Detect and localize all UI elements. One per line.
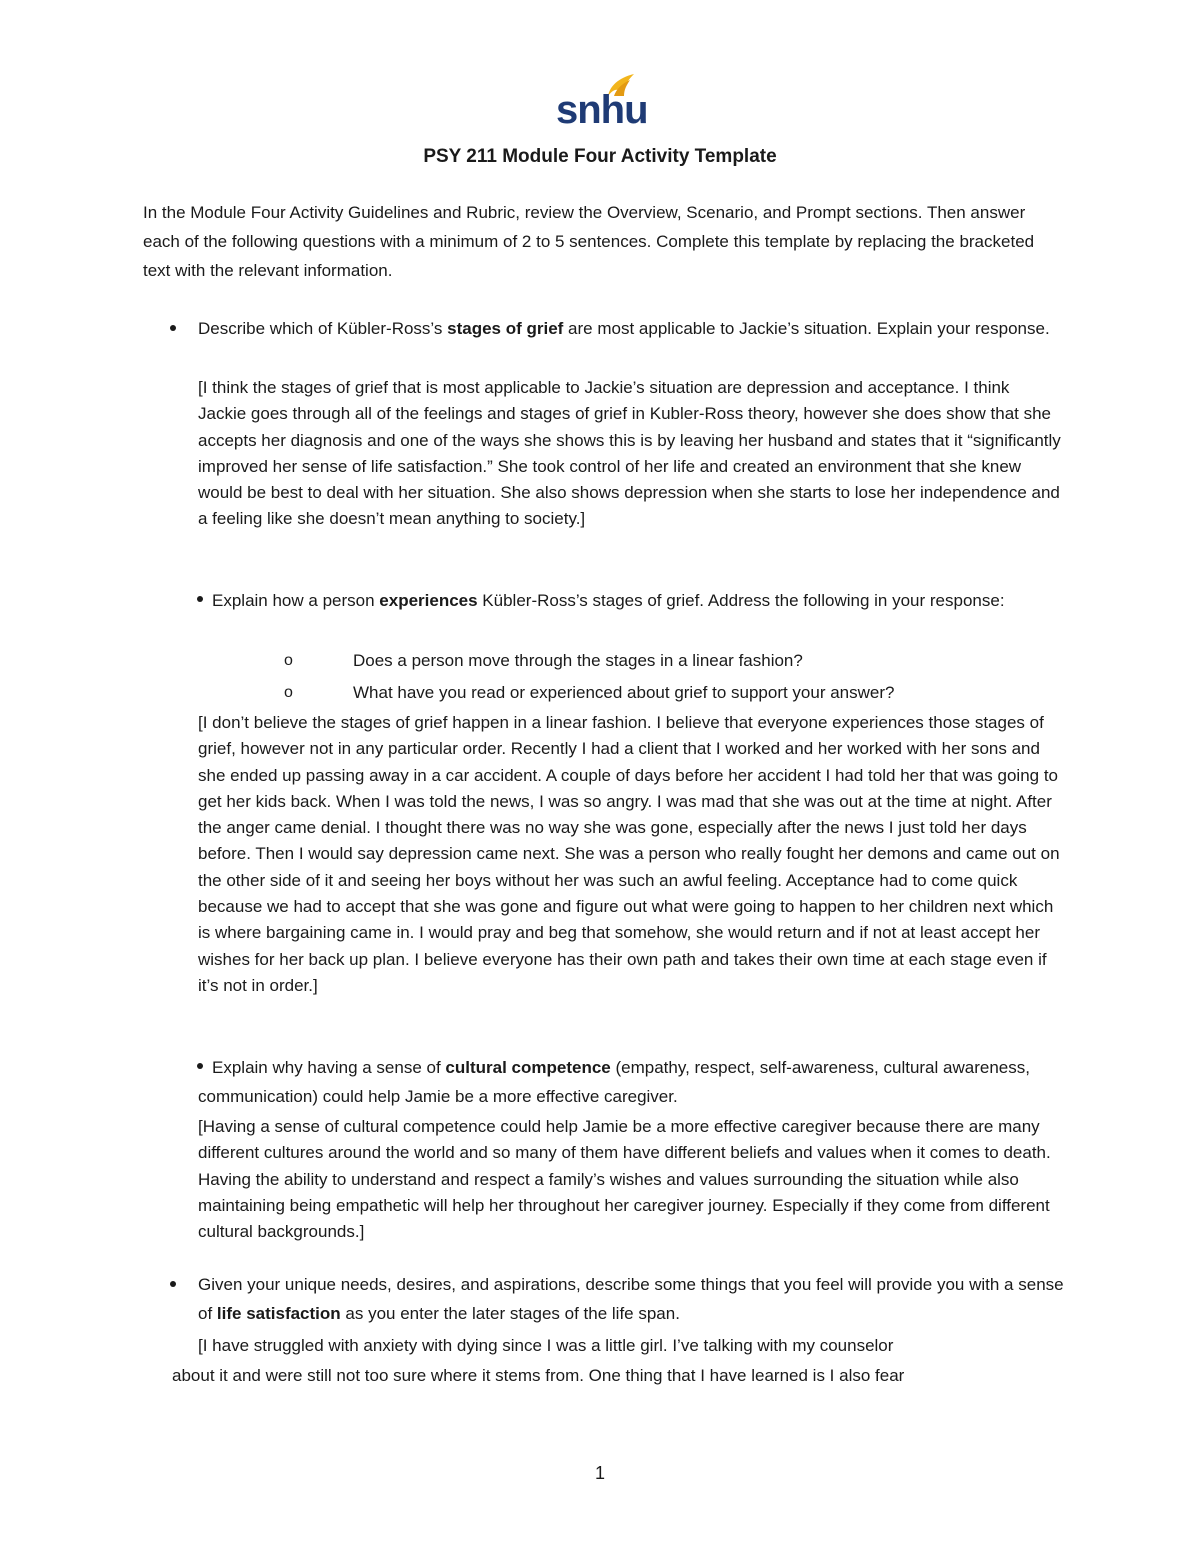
- answer-2: [I don’t believe the stages of grief happen in a linear fashion. I believe that everyone experiences those stages of grief, however not in any particular order. Recently I had a client that I worked and her worked with her sons and she ended up passing away in a car accident. A couple of days before her accident I had told her that was going to get her kids back. When I was told the news, I was so angry. I was mad that she was out at the time at night. After the anger came denial. I thought there was no way she was gone, especially after the news I just told her days before. Then I would say depression came next. She was a person who really fought her demons and came out on the other side of it and seeing her boys without her was such an awful feeling. Acceptance had to come quick because we had to accept that she was gone and figure out what were going to happen to her children next which is where bargaining came in. I would pray and beg that somehow, she would return and if not at least accept her wishes for her back up plan. I believe everyone has their own path and takes their own time at each stage even if it’s not in order.]: [198, 713, 1060, 995]
- question-1: Describe which of Kübler-Ross’s stages of grief are most applicable to Jackie’s situation. Explain your response.: [198, 319, 1050, 338]
- bullet-dot: [170, 1281, 176, 1287]
- answer-4-line-1: [I have struggled with anxiety with dying since I was a little girl. I’ve talking with my counselor: [198, 1336, 894, 1355]
- sub-question-2: What have you read or experienced about grief to support your answer?: [353, 683, 895, 702]
- sub-bullet-mark: o: [284, 684, 293, 701]
- logo-wordmark: snhu: [556, 88, 648, 132]
- document-title: PSY 211 Module Four Activity Template: [423, 146, 777, 167]
- question-3: Explain why having a sense of cultural competence (empathy, respect, self-awareness, cultural awareness, communication) could help Jamie be a more effective caregiver.: [198, 1058, 1030, 1106]
- intro-paragraph: In the Module Four Activity Guidelines and Rubric, review the Overview, Scenario, and Prompt sections. Then answer each of the following questions with a minimum of 2 to 5 sentences. Complete this template by replacing the bracketed text with the relevant information.: [143, 203, 1035, 280]
- bullet-dot: [170, 325, 176, 331]
- answer-4-line-2: about it and were still not too sure where it stems from. One thing that I have learned is I also fear: [172, 1366, 905, 1385]
- question-4: Given your unique needs, desires, and aspirations, describe some things that you feel will provide you with a sense of life satisfaction as you enter the later stages of the life span.: [198, 1275, 1064, 1323]
- answer-1: [I think the stages of grief that is most applicable to Jackie’s situation are depression and acceptance. I think Jackie goes through all of the feelings and stages of grief in Kubler-Ross theory, however she does show that she accepts her diagnosis and one of the ways she shows this is by leaving her husband and states that it “significantly improved her sense of life satisfaction.” She took control of her life and created an environment that she knew would be best to deal with her situation. She also shows depression when she starts to lose her independence and a feeling like she doesn’t mean anything to society.]: [198, 378, 1061, 529]
- sub-bullet-mark: o: [284, 652, 293, 669]
- snhu-logo: [556, 72, 648, 132]
- answer-3: [Having a sense of cultural competence could help Jamie be a more effective caregiver because there are many different cultures around the world and so many of them have different beliefs and values when it comes to death. Having the ability to understand and respect a family’s wishes and values surrounding the situation while also maintaining being empathetic will help her throughout her caregiver journey. Especially if they come from different cultural backgrounds.]: [198, 1117, 1051, 1242]
- page-number: 1: [594, 1463, 605, 1483]
- question-2: Explain how a person experiences Kübler-Ross’s stages of grief. Address the following in your response:: [212, 591, 1005, 610]
- sub-question-1: Does a person move through the stages in a linear fashion?: [353, 651, 803, 670]
